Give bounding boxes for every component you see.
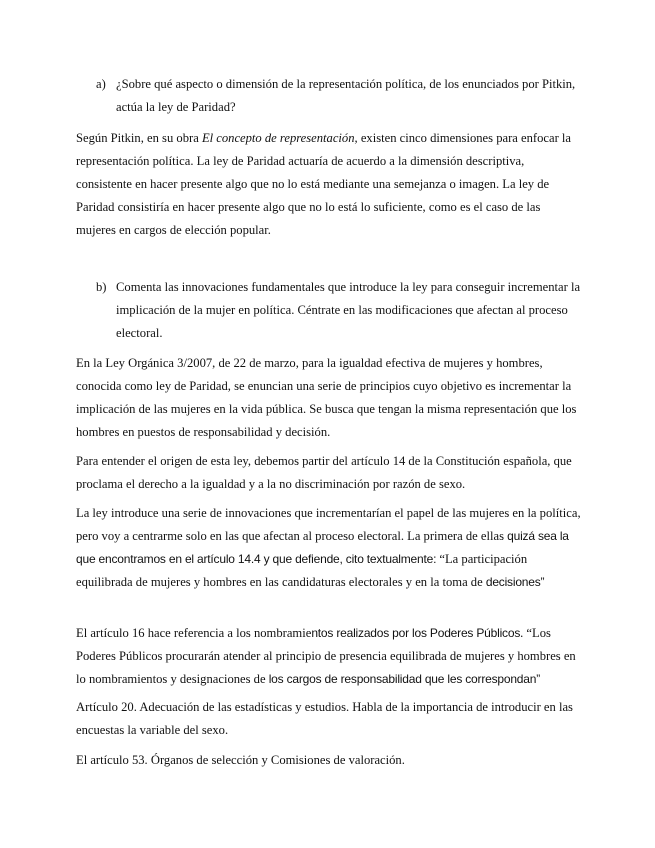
p3-end: decisiones”: [485, 575, 545, 589]
p4-serif: El artículo 16 hace referencia a los nombramie: [76, 626, 312, 640]
question-b-text: Comenta las innovaciones fundamentales que introduce la ley para conseguir incrementar la implicación de la mujer en política. Céntrate en las modificaciones que afectan al proceso electoral.: [116, 280, 581, 340]
answer-a-paragraph: [76, 127, 582, 242]
paragraph-innovaciones: [76, 502, 582, 594]
answer-a-prefix: Según Pitkin, en su obra: [76, 131, 202, 145]
paragraph-articulo-16: [76, 622, 582, 691]
answer-a-rest: existen cinco dimensiones para enfocar la representación política. La ley de Paridad actuaría de acuerdo a la dimensión descriptiva, consistente en hacer presente algo que no lo está mediante una semejanza o imagen. La ley de Paridad consistiría en hacer presente algo que no lo está lo suficiente, como es el caso de las mujeres en cargos de elección popular.: [76, 131, 571, 237]
question-b: [96, 276, 586, 345]
paragraph-articulo-14: Para entender el origen de esta ley, debemos partir del artículo 14 de la Constitución española, que proclama el derecho a la igualdad y a la no discriminación por razón de sexo.: [76, 454, 572, 491]
p3-quote: “La participación equilibrada de mujeres y hombres en las candidaturas electorales y en la toma de: [76, 552, 528, 589]
p4-quote: . “Los Poderes Públicos procurarán atender al principio de presencia equilibrada de mujeres y hombres en lo nombramientos y designaciones de: [76, 626, 576, 686]
question-b-letter: b): [96, 280, 107, 294]
p4-sans: ntos realizados por los Poderes Públicos: [311, 626, 521, 640]
p3-sans: quizá sea la que encontramos en el artículo 14.4 y que defiende, cito textualmente:: [76, 529, 569, 566]
question-a: [96, 73, 586, 119]
book-title: El concepto de representación,: [201, 131, 358, 145]
paragraph-articulo-20: Artículo 20. Adecuación de las estadísticas y estudios. Habla de la importancia de introducir en las encuestas la variable del sexo.: [76, 700, 573, 737]
p3-serif: La ley introduce una serie de innovaciones que incrementarían el papel de las mujeres en la política, pero voy a centrarme solo en las que afectan al proceso electoral. La primera de ellas: [76, 506, 581, 543]
question-a-letter: a): [96, 77, 106, 91]
paragraph-ley-organica: En la Ley Orgánica 3/2007, de 22 de marzo, para la igualdad efectiva de mujeres y hombres, conocida como ley de Paridad, se enuncian una serie de principios cuyo objetivo es incrementar la implicación de las mujeres en la vida pública. Se busca que tengan la misma representación que los hombres en puestos de responsabilidad y decisión.: [76, 356, 577, 439]
paragraph-articulo-53: El artículo 53. Órganos de selección y Comisiones de valoración.: [76, 753, 405, 767]
p4-end: los cargos de responsabilidad que les correspondan”: [268, 672, 541, 686]
question-a-text: ¿Sobre qué aspecto o dimensión de la representación política, de los enunciados por Pitkin, actúa la ley de Paridad?: [116, 77, 576, 114]
